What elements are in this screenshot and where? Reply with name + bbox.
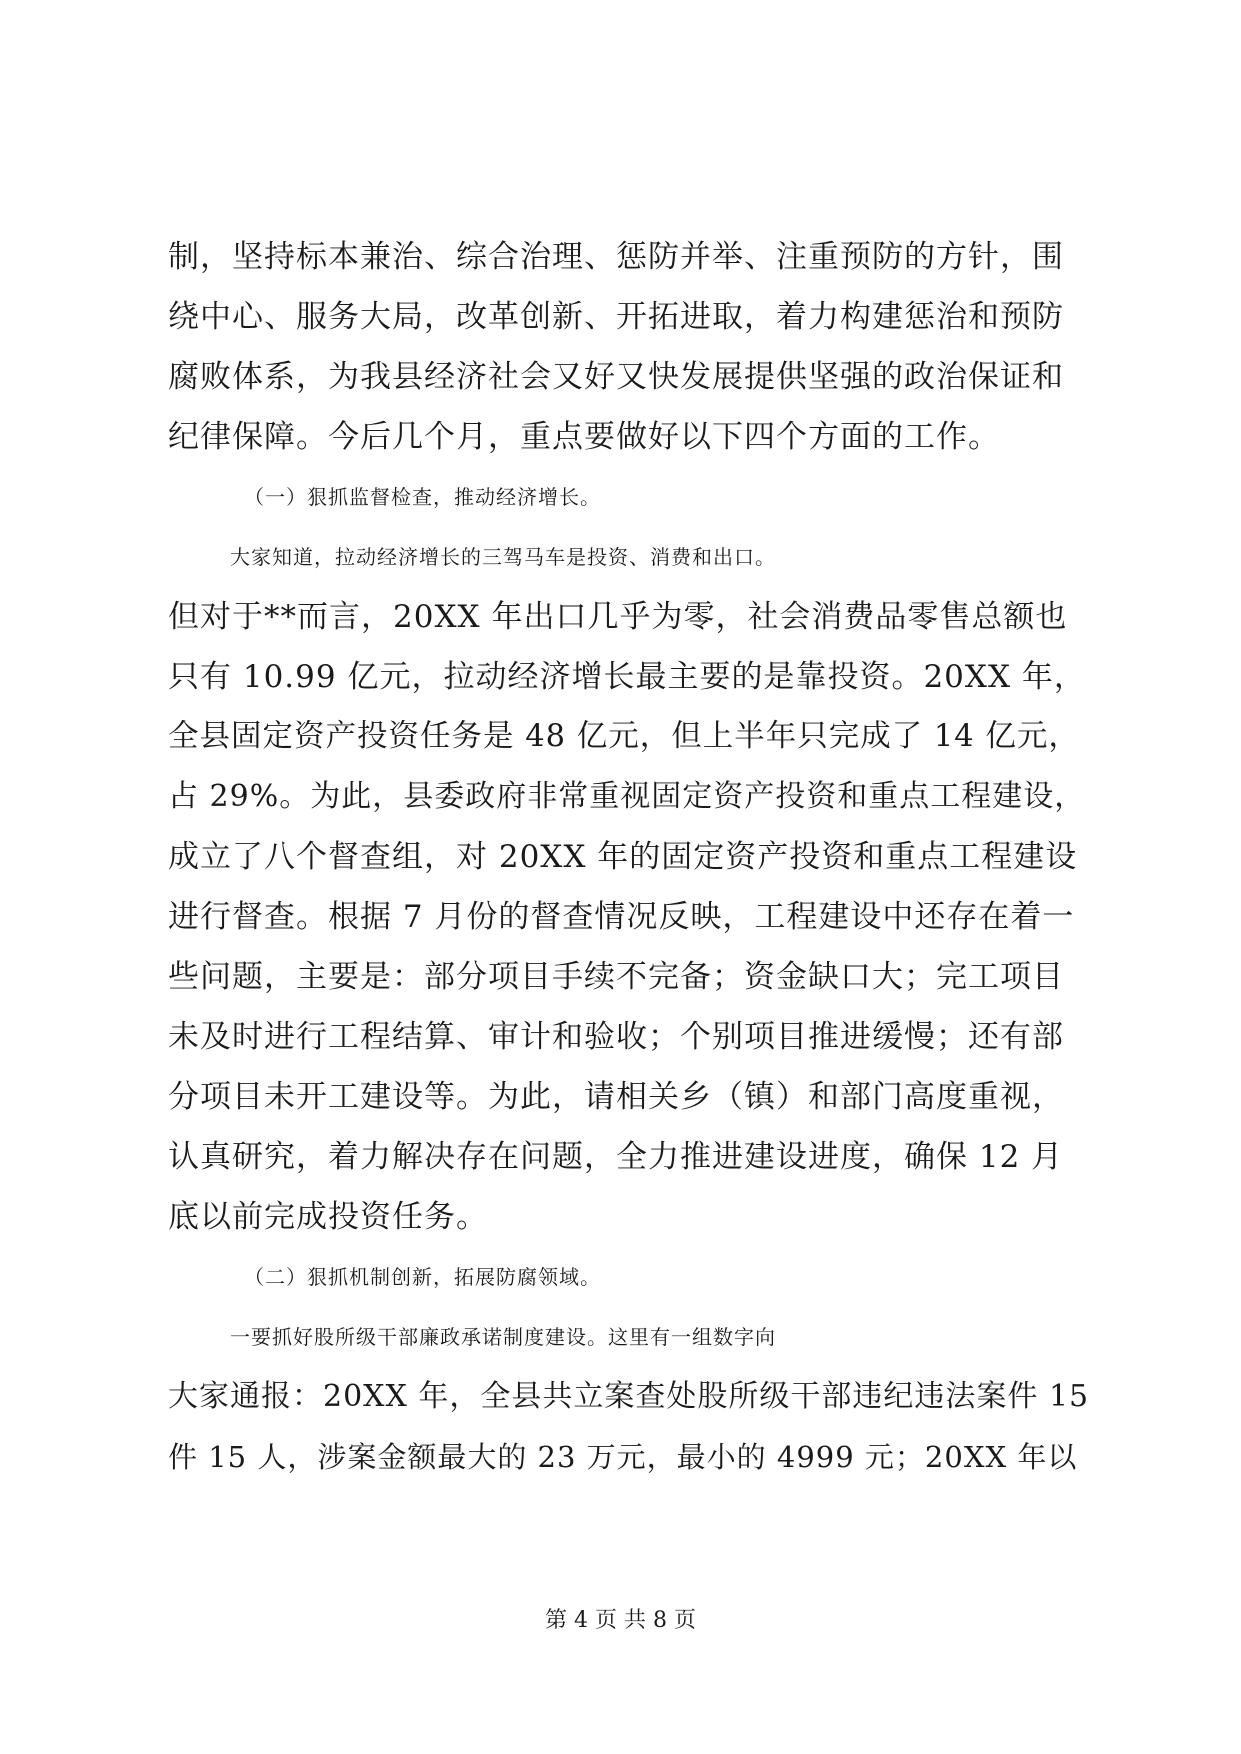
text-line: 但对于**而言，20XX 年出口几乎为零，社会消费品零售总额也 bbox=[168, 599, 1068, 635]
page-footer: 第 4 页 共 8 页 bbox=[545, 1608, 696, 1633]
text-line: 纪律保障。今后几个月，重点要做好以下四个方面的工作。 bbox=[168, 419, 1000, 455]
text-line: 底以前完成投资任务。 bbox=[168, 1199, 488, 1235]
text-line: 全县固定资产投资任务是 48 亿元，但上半年只完成了 14 亿元， bbox=[168, 719, 1080, 754]
text-line: 只有 10.99 亿元，拉动经济增长最主要的是靠投资。20XX 年， bbox=[168, 659, 1086, 695]
text-line: 件 15 人，涉案金额最大的 23 万元，最小的 4999 元；20XX 年以 bbox=[168, 1440, 1078, 1474]
text-line: 些问题，主要是：部分项目手续不完备；资金缺口大；完工项目 bbox=[168, 959, 1064, 995]
text-line: 未及时进行工程结算、审计和验收；个别项目推进缓慢；还有部 bbox=[168, 1019, 1064, 1055]
text-line: 占 29%。为此，县委政府非常重视固定资产投资和重点工程建设， bbox=[168, 779, 1086, 814]
text-line: 绕中心、服务大局，改革创新、开拓进取，着力构建惩治和预防 bbox=[168, 299, 1064, 335]
text-line: 进行督查。根据 7 月份的督查情况反映，工程建设中还存在着一 bbox=[168, 899, 1075, 935]
text-line: 分项目未开工建设等。为此，请相关乡（镇）和部门高度重视， bbox=[168, 1079, 1064, 1115]
paragraph-first-line: 大家知道，拉动经济增长的三驾马车是投资、消费和出口。 bbox=[230, 545, 776, 569]
section-heading: （一）狠抓监督检查，推动经济增长。 bbox=[244, 485, 601, 509]
text-line: 制，坚持标本兼治、综合治理、惩防并举、注重预防的方针，围 bbox=[168, 239, 1064, 275]
text-line: 大家通报：20XX 年，全县共立案查处股所级干部违纪违法案件 15 bbox=[168, 1379, 1090, 1414]
text-line: 认真研究，着力解决存在问题，全力推进建设进度，确保 12 月 bbox=[168, 1139, 1064, 1175]
text-line: 成立了八个督查组，对 20XX 年的固定资产投资和重点工程建设 bbox=[168, 839, 1078, 875]
paragraph-first-line: 一要抓好股所级干部廉政承诺制度建设。这里有一组数字向 bbox=[230, 1325, 776, 1349]
section-heading: （二）狠抓机制创新，拓展防腐领域。 bbox=[244, 1265, 601, 1289]
text-line: 腐败体系，为我县经济社会又好又快发展提供坚强的政治保证和 bbox=[168, 359, 1064, 395]
